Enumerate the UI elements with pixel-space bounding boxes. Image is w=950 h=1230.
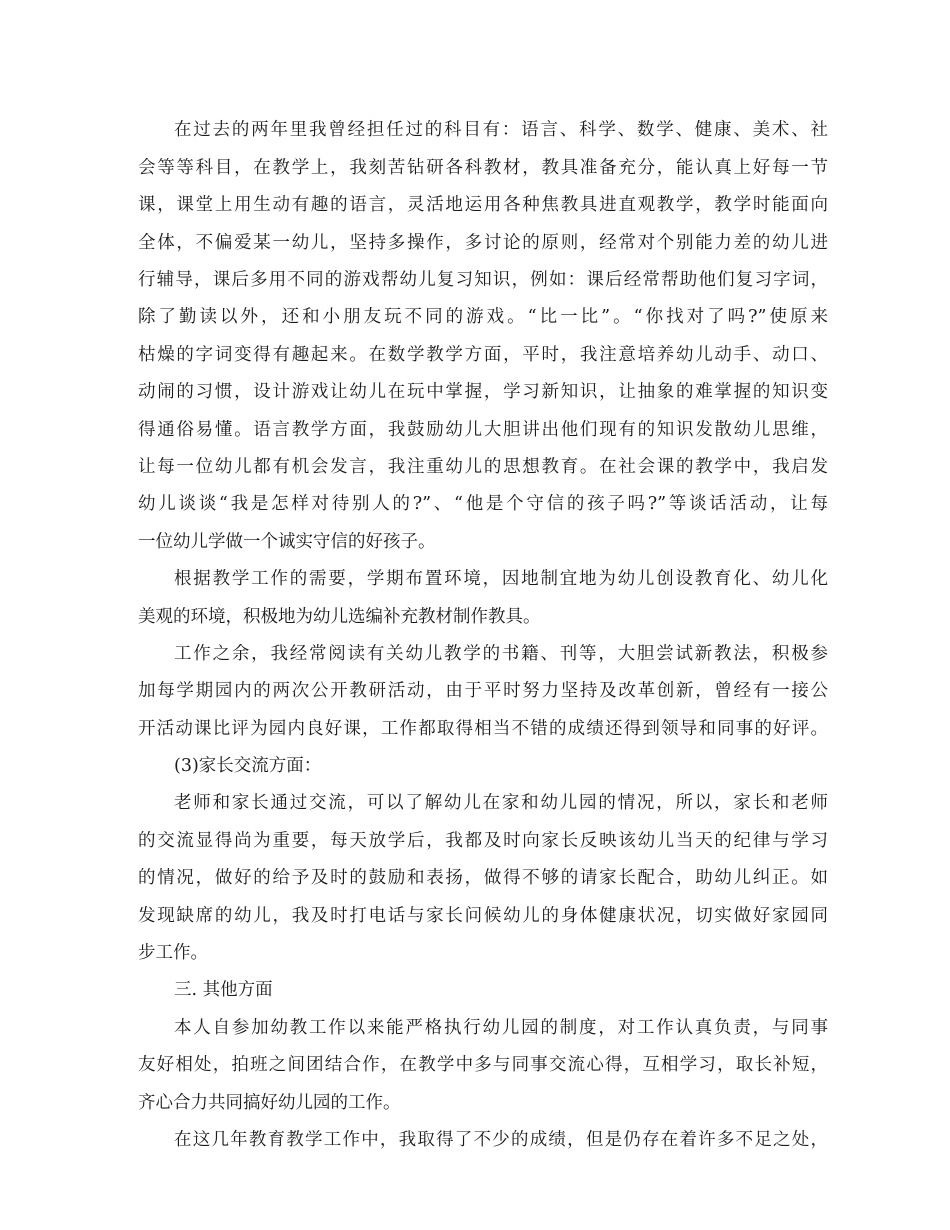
text-line: 的交流显得尚为重要，每天放学后，我都及时向家长反映该幼儿当天的纪律与学习 (138, 831, 828, 851)
text-line: 全体，不偏爱某一幼儿，坚持多操作，多讨论的原则，经常对个别能力差的幼儿进 (138, 233, 828, 253)
text-line: 得通俗易懂。语言教学方面，我鼓励幼儿大胆讲出他们现有的知识发散幼儿思维， (138, 420, 828, 440)
text-line: 动闹的习惯，设计游戏让幼儿在玩中掌握，学习新知识，让抽象的难掌握的知识变 (138, 382, 828, 402)
text-line: 齐心合力共同搞好幼儿园的工作。 (138, 1093, 401, 1113)
text-line: 枯燥的字词变得有趣起来。在数学教学方面，平时，我注意培养幼儿动手、动口、 (138, 345, 828, 365)
text-line: 本人自参加幼教工作以来能严格执行幼儿园的制度，对工作认真负责，与同事 (174, 1018, 828, 1038)
section-heading: 三. 其他方面 (174, 980, 273, 1000)
text-line: 工作之余，我经常阅读有关幼儿教学的书籍、刊等，大胆尝试新教法，积极参 (174, 644, 828, 664)
text-line: 课，课堂上用生动有趣的语言，灵活地运用各种焦教具进直观教学，教学时能面向 (138, 195, 828, 215)
text-line: 发现缺席的幼儿，我及时打电话与家长问候幼儿的身体健康状况，切实做好家园同 (138, 906, 828, 926)
text-line: 开活动课比评为园内良好课，工作都取得相当不错的成绩还得到领导和同事的好评。 (138, 719, 828, 739)
text-line: 让每一位幼儿都有机会发言，我注重幼儿的思想教育。在社会课的教学中，我启发 (138, 457, 828, 477)
text-line: 美观的环境，积极地为幼儿选编补充教材制作教具。 (138, 607, 541, 627)
text-line: 根据教学工作的需要，学期布置环境，因地制宜地为幼儿创设教育化、幼儿化 (174, 569, 828, 589)
text-line: 一位幼儿学做一个诚实守信的好孩子。 (138, 532, 436, 552)
text-line: 除了勤读以外，还和小朋友玩不同的游戏。“比一比”。“你找对了吗?”使原来 (138, 307, 828, 327)
text-line: 行辅导，课后多用不同的游戏帮幼儿复习知识，例如：课后经常帮助他们复习字词， (138, 270, 828, 290)
text-line: 在过去的两年里我曾经担任过的科目有：语言、科学、数学、健康、美术、社 (174, 120, 828, 140)
text-line: 在这几年教育教学工作中，我取得了不少的成绩，但是仍存在着许多不足之处， (174, 1130, 828, 1150)
text-line: 会等等科目，在教学上，我刻苦钻研各科教材，教具准备充分，能认真上好每一节 (138, 158, 828, 178)
text-line: 加每学期园内的两次公开教研活动，由于平时努力坚持及改革创新，曾经有一接公 (138, 681, 828, 701)
section-heading: (3)家长交流方面： (174, 756, 322, 776)
text-line: 步工作。 (138, 943, 208, 963)
text-line: 幼儿谈谈“我是怎样对待别人的?”、“他是个守信的孩子吗?”等谈话活动，让每 (138, 494, 828, 514)
text-line: 友好相处，拍班之间团结合作，在教学中多与同事交流心得，互相学习，取长补短， (138, 1055, 828, 1075)
text-line: 老师和家长通过交流，可以了解幼儿在家和幼儿园的情况，所以，家长和老师 (174, 793, 828, 813)
text-line: 的情况，做好的给予及时的鼓励和表扬，做得不够的请家长配合，助幼儿纠正。如 (138, 868, 828, 888)
